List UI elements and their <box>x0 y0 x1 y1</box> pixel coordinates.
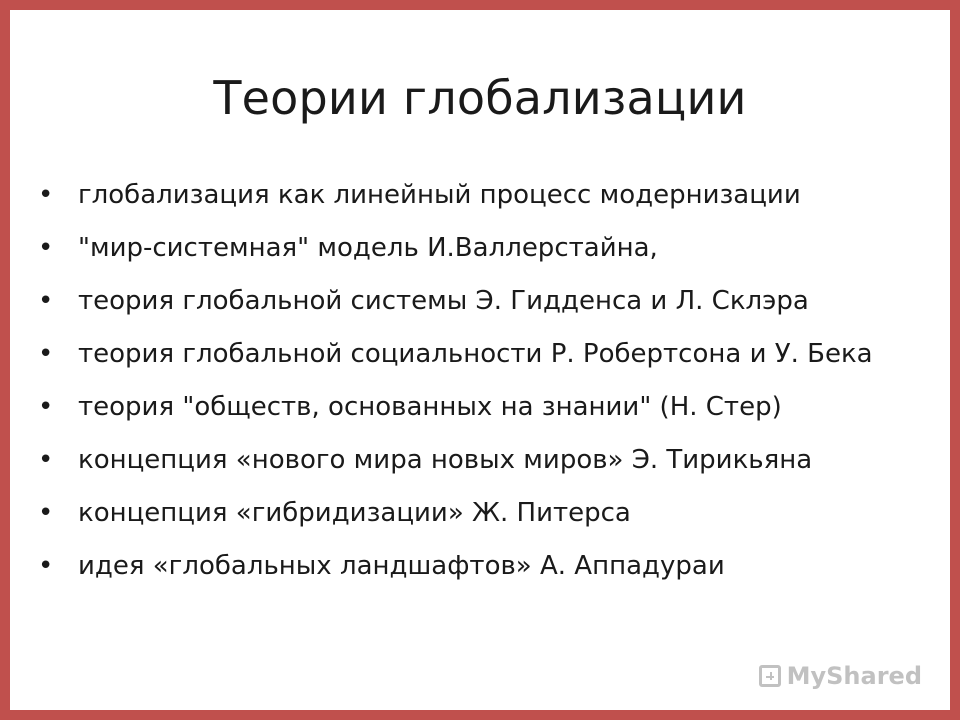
bullet-text: концепция «гибридизации» Ж. Питерса <box>78 498 631 528</box>
bullet-item <box>38 496 938 530</box>
bullet-text: теория глобальной системы Э. Гидденса и Л. Склэра <box>78 286 809 316</box>
bullet-icon: • <box>38 392 54 422</box>
bullet-icon: • <box>38 339 54 369</box>
bullet-icon: • <box>38 180 54 210</box>
slide-title: Теории глобализации <box>213 71 747 125</box>
bullet-text: "мир-системная" модель И.Валлерстайна, <box>78 233 658 263</box>
bullet-icon: • <box>38 233 54 263</box>
bullet-icon: • <box>38 286 54 316</box>
watermark <box>759 662 922 690</box>
bullet-item <box>38 337 938 371</box>
bullet-icon: • <box>38 445 54 475</box>
bullet-icon: • <box>38 551 54 581</box>
bullet-list <box>38 178 938 602</box>
bullet-item <box>38 390 938 424</box>
bullet-item <box>38 231 938 265</box>
bullet-text: идея «глобальных ландшафтов» А. Аппадураи <box>78 551 725 581</box>
myshared-logo-icon <box>759 665 781 687</box>
bullet-icon: • <box>38 498 54 528</box>
bullet-text: теория глобальной социальности Р. Робертсона и У. Бека <box>78 339 873 369</box>
watermark-text: MyShared <box>786 662 922 690</box>
bullet-item <box>38 443 938 477</box>
slide <box>10 10 950 710</box>
bullet-item <box>38 284 938 318</box>
bullet-text: концепция «нового мира новых миров» Э. Тирикьяна <box>78 445 813 475</box>
bullet-text: теория "обществ, основанных на знании" (Н. Стер) <box>78 392 782 422</box>
bullet-item <box>38 549 938 583</box>
bullet-item <box>38 178 938 212</box>
bullet-text: глобализация как линейный процесс модернизации <box>78 180 801 210</box>
